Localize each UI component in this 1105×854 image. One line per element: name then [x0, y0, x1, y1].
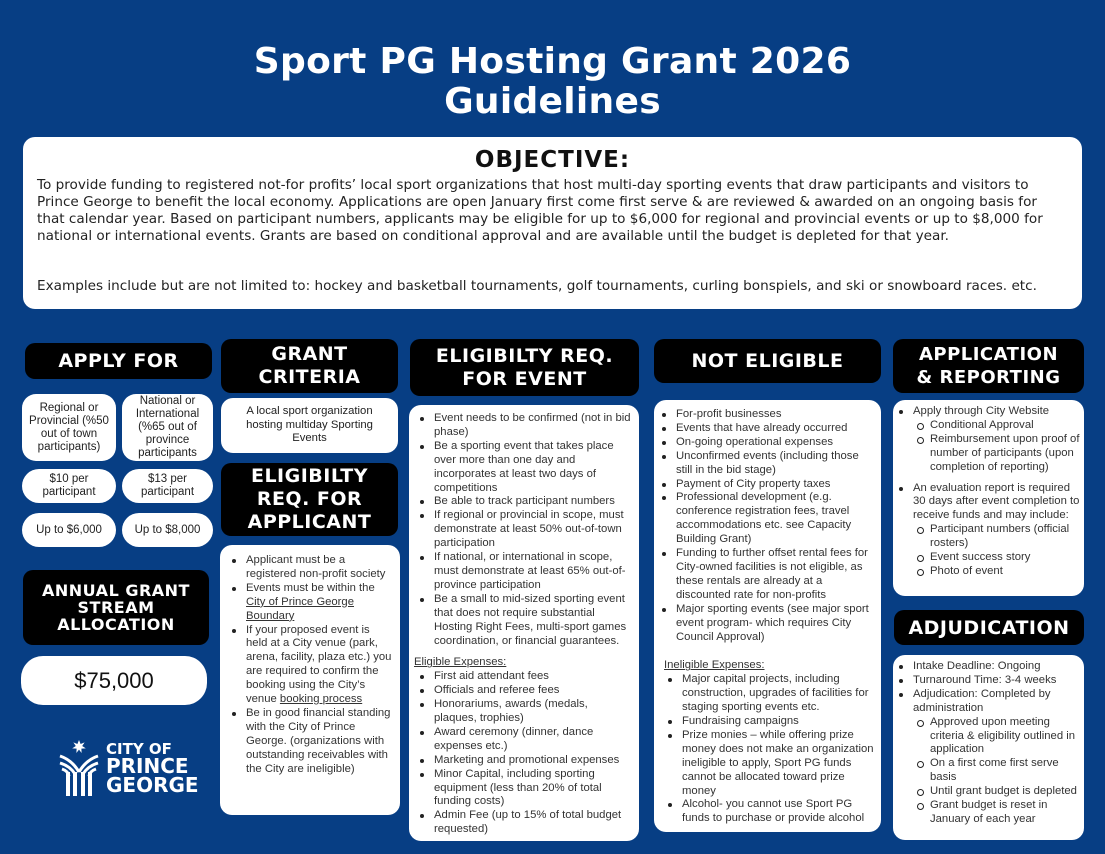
list-item: Be able to track participant numbers — [414, 495, 633, 509]
annual-allocation-heading-text: ANNUAL GRANT STREAM ALLOCATION — [42, 581, 190, 634]
adjudication-sublist — [913, 716, 1080, 827]
regional-max-pill — [22, 513, 116, 547]
event-eligibility-list — [414, 412, 633, 648]
sub-list-item: Participant numbers (official rosters) — [913, 523, 1080, 551]
list-item-text: An evaluation report is required 30 days after event completion to receive funds and may include: — [913, 481, 1080, 522]
logo-line2: PRINCE — [106, 753, 189, 778]
not-eligible-heading-text: NOT ELIGIBLE — [691, 350, 844, 372]
booking-process-link[interactable]: booking process — [279, 693, 363, 706]
national-max-pill — [122, 513, 213, 547]
annual-allocation-heading — [23, 570, 209, 645]
list-item: Intake Deadline: Ongoing — [893, 660, 1080, 674]
grant-criteria-heading-line2: CRITERIA — [258, 366, 361, 388]
national-rate-text: $13 per participant — [140, 473, 195, 498]
application-reporting-card — [893, 400, 1084, 596]
ineligible-expenses-heading: Ineligible Expenses: — [664, 659, 765, 672]
eligible-expenses-heading: Eligible Expenses: — [414, 656, 507, 669]
regional-category-text: Regional or Provincial (%50 out of town participants) — [29, 401, 109, 453]
list-item: Marketing and promotional expenses — [414, 754, 633, 768]
city-logo-text — [106, 739, 199, 797]
objective-body: To provide funding to registered not-for profits’ local sport organizations that host multi-day sporting events that draw participants and visitors to Prince George to benefit the local economy. Applications are open January first come first serve & are reviewed & awarded on an ongoing basis for that calendar year. Based on participant numbers, applicants may be eligible for up to $6,000 for regional and provincial events or up to $8,000 for national or international events. Grants are based on conditional approval and are available until the budget is depleted for that year. — [37, 177, 1043, 244]
list-item: Fundraising campaigns — [662, 715, 875, 729]
list-item: For-profit businesses — [656, 408, 875, 422]
apply-for-heading — [25, 343, 212, 379]
annual-allocation-amount — [21, 656, 207, 705]
event-eligibility-card — [409, 405, 639, 841]
grant-criteria-heading — [221, 339, 398, 393]
not-eligible-card — [654, 400, 881, 832]
applicant-eligibility-card — [220, 545, 400, 815]
page-title-line1: Sport PG Hosting Grant 2026 — [253, 41, 852, 82]
logo-line1: CITY OF — [106, 739, 172, 758]
regional-category-card — [22, 394, 116, 461]
objective-heading: OBJECTIVE: — [474, 147, 631, 173]
city-boundary-link[interactable]: City of Prince George Boundary — [246, 595, 354, 622]
application-reporting-heading-line1: APPLICATION — [918, 344, 1059, 365]
sub-list-item: Until grant budget is depleted — [913, 785, 1080, 799]
list-item — [893, 482, 1080, 579]
list-item: If regional or provincial in scope, must demonstrate at least 50% out-of-town participation — [414, 509, 633, 551]
eligible-expenses-list — [414, 670, 633, 837]
list-item-text: Adjudication: Completed by administration — [913, 687, 1051, 714]
applicant-eligibility-heading-line2: REQ. FOR — [256, 488, 363, 510]
city-emblem-icon — [58, 738, 100, 798]
sub-list-item: Conditional Approval — [913, 419, 1080, 433]
sub-list-item: Approved upon meeting criteria & eligibility outlined in application — [913, 716, 1080, 758]
event-eligibility-heading-line2: FOR EVENT — [462, 367, 587, 390]
applicant-eligibility-heading-line3: APPLICANT — [247, 511, 372, 533]
list-item: Be a small to mid-sized sporting event that does not require substantial Hosting Right Fees, multi-sport games coordination, or financial guarantees. — [414, 593, 633, 649]
list-item: Be in good financial standing with the City of Prince George. (organizations with outstanding receivables with the City are ineligible) — [226, 707, 392, 777]
list-item: Honorariums, awards (medals, plaques, trophies) — [414, 698, 633, 726]
list-item: Alcohol- you cannot use Sport PG funds to purchase or provide alcohol — [662, 798, 875, 826]
sub-list-item: Photo of event — [913, 565, 1080, 579]
national-rate-pill — [122, 469, 213, 503]
objective-panel — [23, 137, 1082, 309]
event-eligibility-heading-line1: ELIGIBILTY REQ. — [435, 344, 614, 367]
list-item: First aid attendant fees — [414, 670, 633, 684]
list-item: Payment of City property taxes — [656, 478, 875, 492]
city-logo — [58, 738, 199, 798]
list-item-text: Events must be within the — [246, 581, 375, 594]
list-item: Events that have already occurred — [656, 422, 875, 436]
adjudication-heading — [894, 610, 1084, 645]
list-item — [226, 582, 392, 624]
regional-max-text: Up to $6,000 — [36, 523, 102, 536]
list-item: Turnaround Time: 3-4 weeks — [893, 674, 1080, 688]
list-item — [893, 688, 1080, 827]
page-title — [0, 42, 1105, 122]
not-eligible-heading — [654, 339, 881, 383]
page-title-line2: Guidelines — [444, 81, 661, 122]
sub-list-item: Event success story — [913, 551, 1080, 565]
regional-rate-pill — [22, 469, 116, 503]
national-max-text: Up to $8,000 — [134, 523, 201, 536]
objective-examples: Examples include but are not limited to: hockey and basketball tournaments, golf tournaments, curling bonspiels, and ski or snowboard races. etc. — [37, 278, 1037, 294]
list-item-text: If your proposed event is held at a City venue (park, arena, facility, plaza etc.) you are required to confirm the booking using the City’s venue — [246, 623, 392, 706]
list-item: Prize monies – while offering prize money does not make an organization ineligible to apply, Sport PG funds cannot be allocated toward prize money — [662, 729, 875, 799]
list-item: Award ceremony (dinner, dance expenses etc.) — [414, 726, 633, 754]
adjudication-card — [893, 655, 1084, 840]
list-item — [226, 624, 392, 707]
ineligible-expenses-list — [656, 673, 875, 826]
list-item: Major capital projects, including construction, upgrades of facilities for staging sporting events etc. — [662, 673, 875, 715]
national-category-text: National or International (%65 out of province participants — [135, 395, 200, 459]
not-eligible-list — [656, 408, 875, 644]
sub-list-item: Grant budget is reset in January of each year — [913, 799, 1080, 827]
application-reporting-heading-line2: & REPORTING — [916, 367, 1061, 388]
list-item — [893, 405, 1080, 475]
grant-criteria-card — [221, 398, 398, 453]
list-item: Major sporting events (see major sport event program- which requires City Council Approval) — [656, 603, 875, 645]
annual-allocation-amount-text: $75,000 — [74, 667, 154, 693]
sub-list-item: Reimbursement upon proof of number of participants (upon completion of reporting) — [913, 433, 1080, 475]
list-item: On-going operational expenses — [656, 436, 875, 450]
apply-for-heading-text: APPLY FOR — [58, 350, 179, 372]
national-category-card — [122, 394, 213, 461]
list-item: Professional development (e.g. conference registration fees, travel accommodations etc. see Capacity Building Grant) — [656, 491, 875, 547]
list-item: Minor Capital, including sporting equipment (less than 20% of total funding costs) — [414, 768, 633, 810]
application-sublist — [913, 419, 1080, 475]
regional-rate-text: $10 per participant — [42, 473, 96, 498]
list-item: Funding to further offset rental fees for City-owned facilities is not eligible, as these rentals are already at a discounted rate for non-profits — [656, 547, 875, 603]
list-item: Unconfirmed events (including those still in the bid stage) — [656, 450, 875, 478]
adjudication-heading-text: ADJUDICATION — [908, 616, 1070, 639]
application-reporting-list — [893, 405, 1080, 579]
grant-criteria-heading-line1: GRANT — [271, 343, 348, 365]
list-item: Officials and referee fees — [414, 684, 633, 698]
application-reporting-heading — [893, 339, 1084, 393]
list-item: Applicant must be a registered non-profit society — [226, 554, 392, 582]
list-item-text: Apply through City Website — [913, 405, 1050, 417]
logo-line3: GEORGE — [106, 772, 199, 797]
grant-criteria-text: A local sport organization hosting multiday Sporting Events — [246, 405, 373, 445]
report-sublist — [913, 523, 1080, 579]
list-item: Be a sporting event that takes place over more than one day and incorporates at least two days of competitions — [414, 440, 633, 496]
sub-list-item: On a first come first serve basis — [913, 757, 1080, 785]
applicant-eligibility-heading — [221, 463, 398, 536]
list-item: If national, or international in scope, must demonstrate at least 65% out-of-province participation — [414, 551, 633, 593]
event-eligibility-heading — [410, 339, 639, 396]
list-item: Admin Fee (up to 15% of total budget requested) — [414, 809, 633, 837]
adjudication-list — [893, 660, 1080, 827]
list-item: Event needs to be confirmed (not in bid phase) — [414, 412, 633, 440]
applicant-eligibility-heading-line1: ELIGIBILTY — [250, 465, 369, 487]
applicant-eligibility-list — [226, 554, 392, 777]
